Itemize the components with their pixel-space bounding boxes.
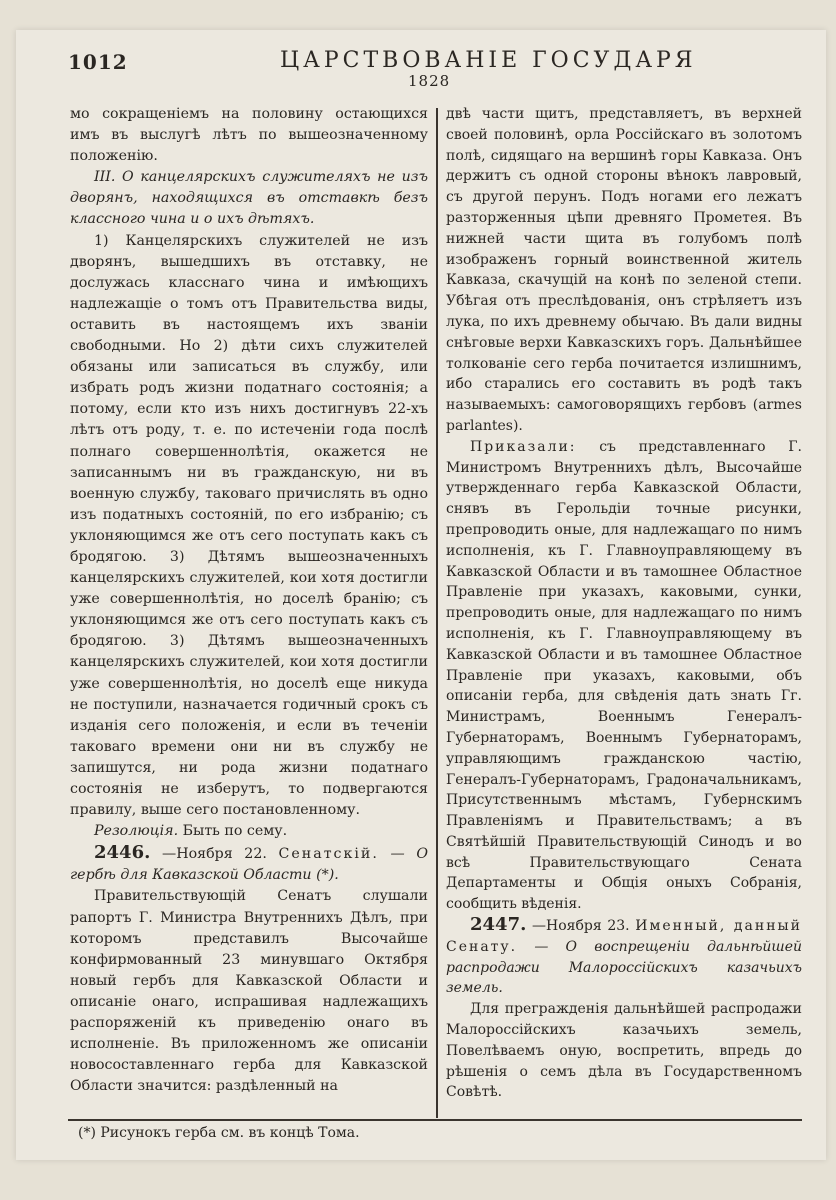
entry-2446-type: Сенатскій. [278,846,379,863]
running-title: ЦАРСТВОВАНІЕ ГОСУДАРЯ [280,48,697,73]
entry-2447-date: —Ноября 23. [532,918,630,935]
left-paragraph-1: мо сокращеніемъ на половину остающихся имъ въ выслугѣ лѣтъ по вышеозначенному положенію. [70,106,428,165]
right-column [446,104,802,1103]
year-heading: 1828 [408,72,451,90]
entry-2447-number: 2447. [470,914,527,936]
entry-2447-heading [446,915,802,999]
resolution-line [70,821,428,842]
ordered-text: съ представленнаго Г. Министромъ Внутреннихъ дѣлъ, Высочайше утвержденнаго герба Кавказской Области, снявъ въ Герольдіи точные рисунки, препроводить оные, для надлежащаго по нимъ исполненія, къ Г. Главноуправляющему въ Кавказской Области и въ тамошнее Областное Правленіе при указахъ, каковыми, сунки, препроводить оные, для надлежащаго по нимъ исполненія, къ Г. Главноуправляющему въ Кавказской Области и въ тамошнее Областное Правленіе при указахъ, каковыми, объ описаніи герба, для свѣденія дать знать Гг. Министрамъ, Военнымъ Генералъ-Губернаторамъ, Военнымъ Губернаторамъ, управляющимъ гражданскою частію, Генералъ-Губернаторамъ, Градоначальникамъ, Присутственнымъ мѣстамъ, Губернскимъ Правленіямъ и Правительствамъ; а въ Святѣйшій Правительствующій Синодъ и во всѣ Правительствующаго Сената Департаменты и Общія оныхъ Собранія, сообщить вѣденія. [446,438,802,913]
resolution-text: Быть по сему. [182,823,288,840]
left-column [70,104,428,1097]
entry-2446-title: — О гербѣ для Кавказской Области (*). [70,846,428,884]
right-paragraph-3: Для прегражденія дальнѣйшей распродажи Малороссійскихъ казачьихъ земель, Повелѣваемъ оную, воспретить, впредь до рѣшенія о семъ дѣла въ Государственномъ Совѣтѣ. [446,1001,802,1101]
left-paragraph-4: Правительствующій Сенатъ слушали рапортъ Г. Министра Внутреннихъ Дѣлъ, при которомъ представилъ Высочайше конфирмованный 23 минувшаго Октября новый гербъ для Кавказской Области и описаніе онаго, испрашивая надлежащихъ распоряженій къ приведенію онаго въ исполненіе. Въ приложенномъ же описаніи новосоставленнаго герба для Кавказской Области значится: раздѣленный на [70,888,428,1095]
resolution-label: Резолюція. [94,823,179,840]
left-paragraph-3: 1) Канцелярскихъ служителей не изъ дворянъ, вышедшихъ въ отставку, не дослужась класснаго чина и имѣющихъ надлежащіе о томъ отъ Правительства виды, оставить въ настоящемъ ихъ званіи свободными. Но 2) дѣти сихъ служителей обязаны или записаться въ службу, или избрать родъ жизни податнаго состоянія; а потому, если кто изъ нихъ достигнувъ 22-хъ лѣтъ отъ роду, т. е. по истеченіи года послѣ полнаго совершеннолѣтія, окажется не записаннымъ ни въ гражданскую, ни въ военную службу, таковаго причислять въ одно изъ податныхъ состояній, по его избранію; съ уклоняющимся же отъ сего поступать какъ съ бродягою. 3) Дѣтямъ вышеозначенныхъ канцелярскихъ служителей, кои хотя достигли уже совершеннолѣтія, но доселѣ бранію; съ уклоняющимся же отъ сего поступать какъ съ бродягою. 3) Дѣтямъ вышеозначенныхъ канцелярскихъ служителей, кои хотя достигли уже совершеннолѣтія, но доселѣ еще никуда не поступили, назначается годичный срокъ съ изданія сего положенія, и если въ теченіи таковаго времени они ни въ службу не запишутся, ни рода жизни податнаго состоянія не изберутъ, то подвергаются правилу, выше сего постановленному. [70,232,428,819]
entry-2446-number: 2446. [94,842,151,864]
entry-2446-heading [70,842,428,886]
entry-2447-type: Именный, данный Сенату. [446,918,803,955]
running-header [0,44,836,74]
column-divider [436,108,438,1118]
footnote-rule [68,1119,802,1121]
entry-2447-title: — О воспрещеніи дальнѣйшей распродажи Малороссійскихъ казачьихъ земель. [446,938,802,997]
entry-2446-date: —Ноября 22. [162,846,267,863]
section-heading: III. О канцелярскихъ служителяхъ не изъ дворянъ, находящихся въ отставкѣ безъ классного чина и о ихъ дѣтяхъ. [70,169,428,228]
right-paragraph-1: двѣ части щитъ, представляетъ, въ верхней своей половинѣ, орла Россійскаго въ золотомъ полѣ, сидящаго на вершинѣ горы Кавказа. Онъ держитъ съ одной стороны вѣнокъ лавровый, съ другой перунъ. Подъ ногами его лежатъ разторженныя цѣпи древняго Прометея. Въ нижней части щита въ голубомъ полѣ изображенъ горный воинственной житель Кавказа, скачущій на конѣ по зеленой степи. Убѣгая отъ преслѣдованія, онъ стрѣляетъ изъ лука, по ихъ древнему обычаю. Въ дали видны снѣговые верхи Кавказскихъ горъ. Дальнѣйшее толкованіе сего герба почитается излишнимъ, ибо старались его составить въ родѣ такъ называемыхъ: самоговорящихъ гербовъ (armes parlantes). [446,106,802,434]
right-paragraph-2 [446,437,802,915]
ordered-label: Приказали: [470,438,577,455]
page-number: 1012 [68,50,128,74]
footnote: (*) Рисунокъ герба см. въ концѣ Тома. [78,1125,360,1141]
